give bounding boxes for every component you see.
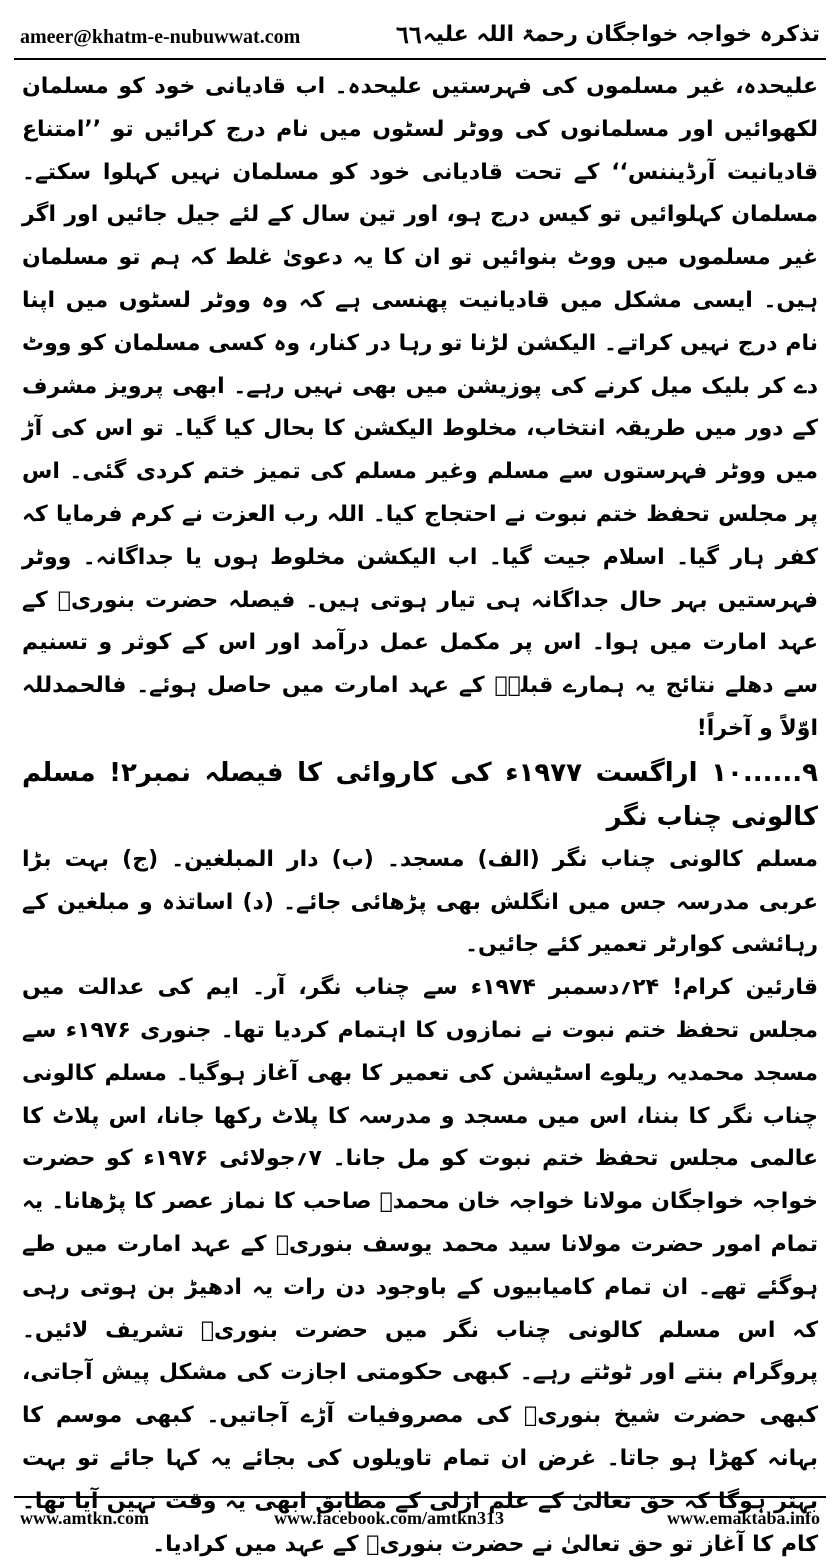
footer-link-facebook[interactable]: www.facebook.com/amtkn313 (274, 1508, 504, 1528)
page-footer (14, 1504, 826, 1534)
section-heading: ۹......۱۰ اراگست ۱۹۷۷ء کی کاروائی کا فیصلہ نمبر۲! مسلم کالونی چناب نگر (22, 757, 819, 832)
footer-divider (14, 1496, 826, 1498)
header-divider (14, 58, 826, 60)
footer-link-amtkn[interactable]: www.amtkn.com (20, 1508, 149, 1528)
page-header (14, 20, 826, 56)
book-title: تذکرہ خواجہ خواجگان رحمۃ اللہ علیہ (422, 22, 820, 47)
paragraph-1: علیحدہ، غیر مسلموں کی فہرستیں علیحدہ۔ اب قادیانی خود کو مسلمان لکھوائیں اور مسلمانوں کی ووٹر لسٹوں میں نام درج کرائیں تو ’’امتناع قادیانیت آرڈیننس‘‘ کے تحت قادیانی خود کو مسلمان نہیں کہلوا سکتے۔ مسلمان کہلوائیں تو کیس درج ہو، اور تین سال کے لئے جیل جائیں اور اگر غیر مسلموں میں ووٹ بنوائیں تو ان کا یہ دعویٰ غلط کہ ہم تو مسلمان ہیں۔ ایسی مشکل میں قادیانیت پھنسی ہے کہ وہ ووٹر لسٹوں میں اپنا نام درج نہیں کراتے۔ الیکشن لڑنا تو رہا در کنار، وہ کسی مسلمان کو ووٹ دے کر بلیک میل کرنے کی پوزیشن میں بھی نہیں رہے۔ ابھی پرویز مشرف کے دور میں طریقہ انتخاب، مخلوط الیکشن کا بحال کیا گیا۔ تو اس کی آڑ میں ووٹر فہرستوں سے مسلم وغیر مسلم کی تمیز ختم کردی گئی۔ اس پر مجلس تحفظ ختم نبوت نے احتجاج کیا۔ اللہ رب العزت نے کرم فرمایا کہ کفر ہار گیا۔ اسلام جیت گیا۔ اب الیکشن مخلوط ہوں یا جداگانہ۔ ووٹر فہرستیں بہر حال جداگانہ ہی تیار ہوتی ہیں۔ فیصلہ حضرت بنوریؒ کے عہد امارت میں ہوا۔ اس پر مکمل عمل درآمد اور اس کے کوثر و تسنیم سے دھلے نتائج یہ ہمارے قبلہؒ کے عہد امارت میں حاصل ہوئے۔ فالحمدللہ اوّلاً و آخراً! (22, 74, 818, 741)
header-email: ameer@khatm-e-nubuwwat.com (20, 26, 301, 48)
footer-link-emaktaba[interactable]: www.emaktaba.info (666, 1508, 820, 1528)
paragraph-2: مسلم کالونی چناب نگر (الف) مسجد۔ (ب) دار المبلغین۔ (ج) بہت بڑا عربی مدرسہ جس میں انگلش بھی پڑھائی جائے۔ (د) اساتذہ و مبلغین کے رہائشی کوارٹر تعمیر کئے جائیں۔ (22, 846, 818, 958)
paragraph-3: قارئین کرام! ۲۴؍دسمبر ۱۹۷۴ء سے چناب نگر، آر۔ ایم کی عدالت میں مجلس تحفظ ختم نبوت نے نمازوں کا اہتمام کردیا تھا۔ جنوری ۱۹۷۶ء سے مسجد محمدیہ ریلوے اسٹیشن کی تعمیر کا بھی آغاز ہوگیا۔ مسلم کالونی چناب نگر کا بننا، اس میں مسجد و مدرسہ کا پلاٹ رکھا جانا، اس پلاٹ کا عالمی مجلس تحفظ ختم نبوت کو مل جانا۔ ۷؍جولائی ۱۹۷۶ء کو حضرت خواجہ خواجگان مولانا خواجہ خان محمدؒ صاحب کا نماز عصر کا پڑھانا۔ یہ تمام امور حضرت مولانا سید محمد یوسف بنوریؒ کے عہد امارت میں طے ہوگئے تھے۔ ان تمام کامیابیوں کے باوجود دن رات یہ ادھیڑ بن ہوتی رہی کہ اس مسلم کالونی چناب نگر میں حضرت بنوریؒ تشریف لائیں۔ پروگرام بنتے اور ٹوٹتے رہے۔ کبھی حکومتی اجازت کی مشکل پیش آجاتی، کبھی حضرت شیخ بنوریؒ کی مصروفیات آڑے آجاتیں۔ کبھی موسم کا بہانہ کھڑا ہو جاتا۔ غرض ان تمام تاویلوں کی بجائے یہ کہا جائے تو بہت بہتر ہوگا کہ حق تعالیٰ کے علم ازلی کے مطابق ابھی یہ وقت نہیں آیا تھا۔ کام کا آغاز تو حق تعالیٰ نے حضرت بنوریؒ کے عہد میں کرادیا۔ (22, 975, 819, 1557)
page-number: ٦٦ (396, 20, 422, 49)
